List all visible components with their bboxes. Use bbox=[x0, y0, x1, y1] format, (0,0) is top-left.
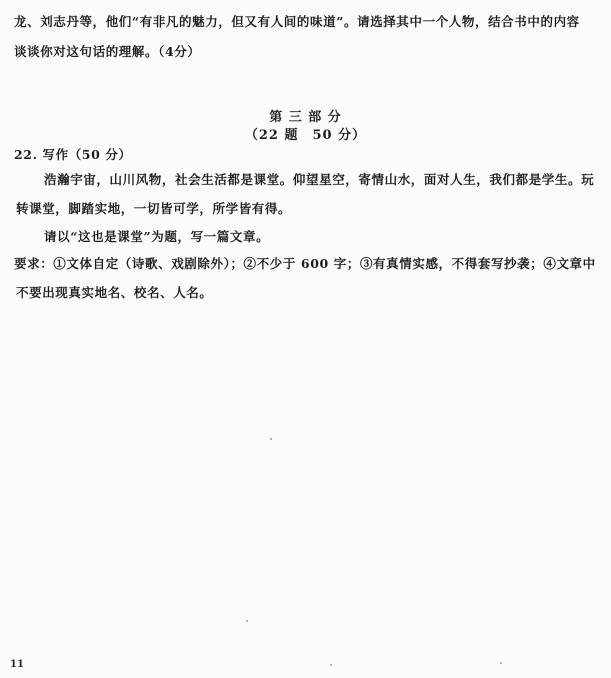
scan-speck bbox=[246, 620, 248, 622]
section-title: 第 三 部 分 bbox=[269, 110, 342, 125]
section-subtitle: （22 题 50 分） bbox=[244, 128, 367, 143]
scan-speck bbox=[500, 662, 502, 664]
question-22-heading: 22. 写作（50 分） bbox=[14, 147, 132, 162]
question-22-requirements-line-2: 不要出现真实地名、校名、人名。 bbox=[16, 285, 213, 300]
question-22-prompt: 请以“这也是课堂”为题，写一篇文章。 bbox=[44, 229, 270, 244]
scan-speck bbox=[270, 438, 272, 440]
prev-question-line-1: 龙、刘志丹等，他们“有非凡的魅力，但又有人间的味道”。请选择其中一个人物，结合书中的内容 bbox=[14, 14, 580, 29]
scan-speck bbox=[330, 664, 332, 666]
question-22-requirements-line-1: 要求：①文体自定（诗歌、戏剧除外）；②不少于 600 字；③有真情实感，不得套写抄袭；④文章中 bbox=[14, 256, 596, 271]
page-number: 11 bbox=[10, 659, 24, 670]
question-22-paragraph-1-line-1: 浩瀚宇宙，山川风物，社会生活都是课堂。仰望星空，寄情山水，面对人生，我们都是学生。玩 bbox=[44, 172, 595, 187]
prev-question-line-2: 谈谈你对这句话的理解。（4分） bbox=[14, 44, 201, 59]
question-22-paragraph-1-line-2: 转课堂，脚踏实地，一切皆可学，所学皆有得。 bbox=[16, 201, 292, 216]
